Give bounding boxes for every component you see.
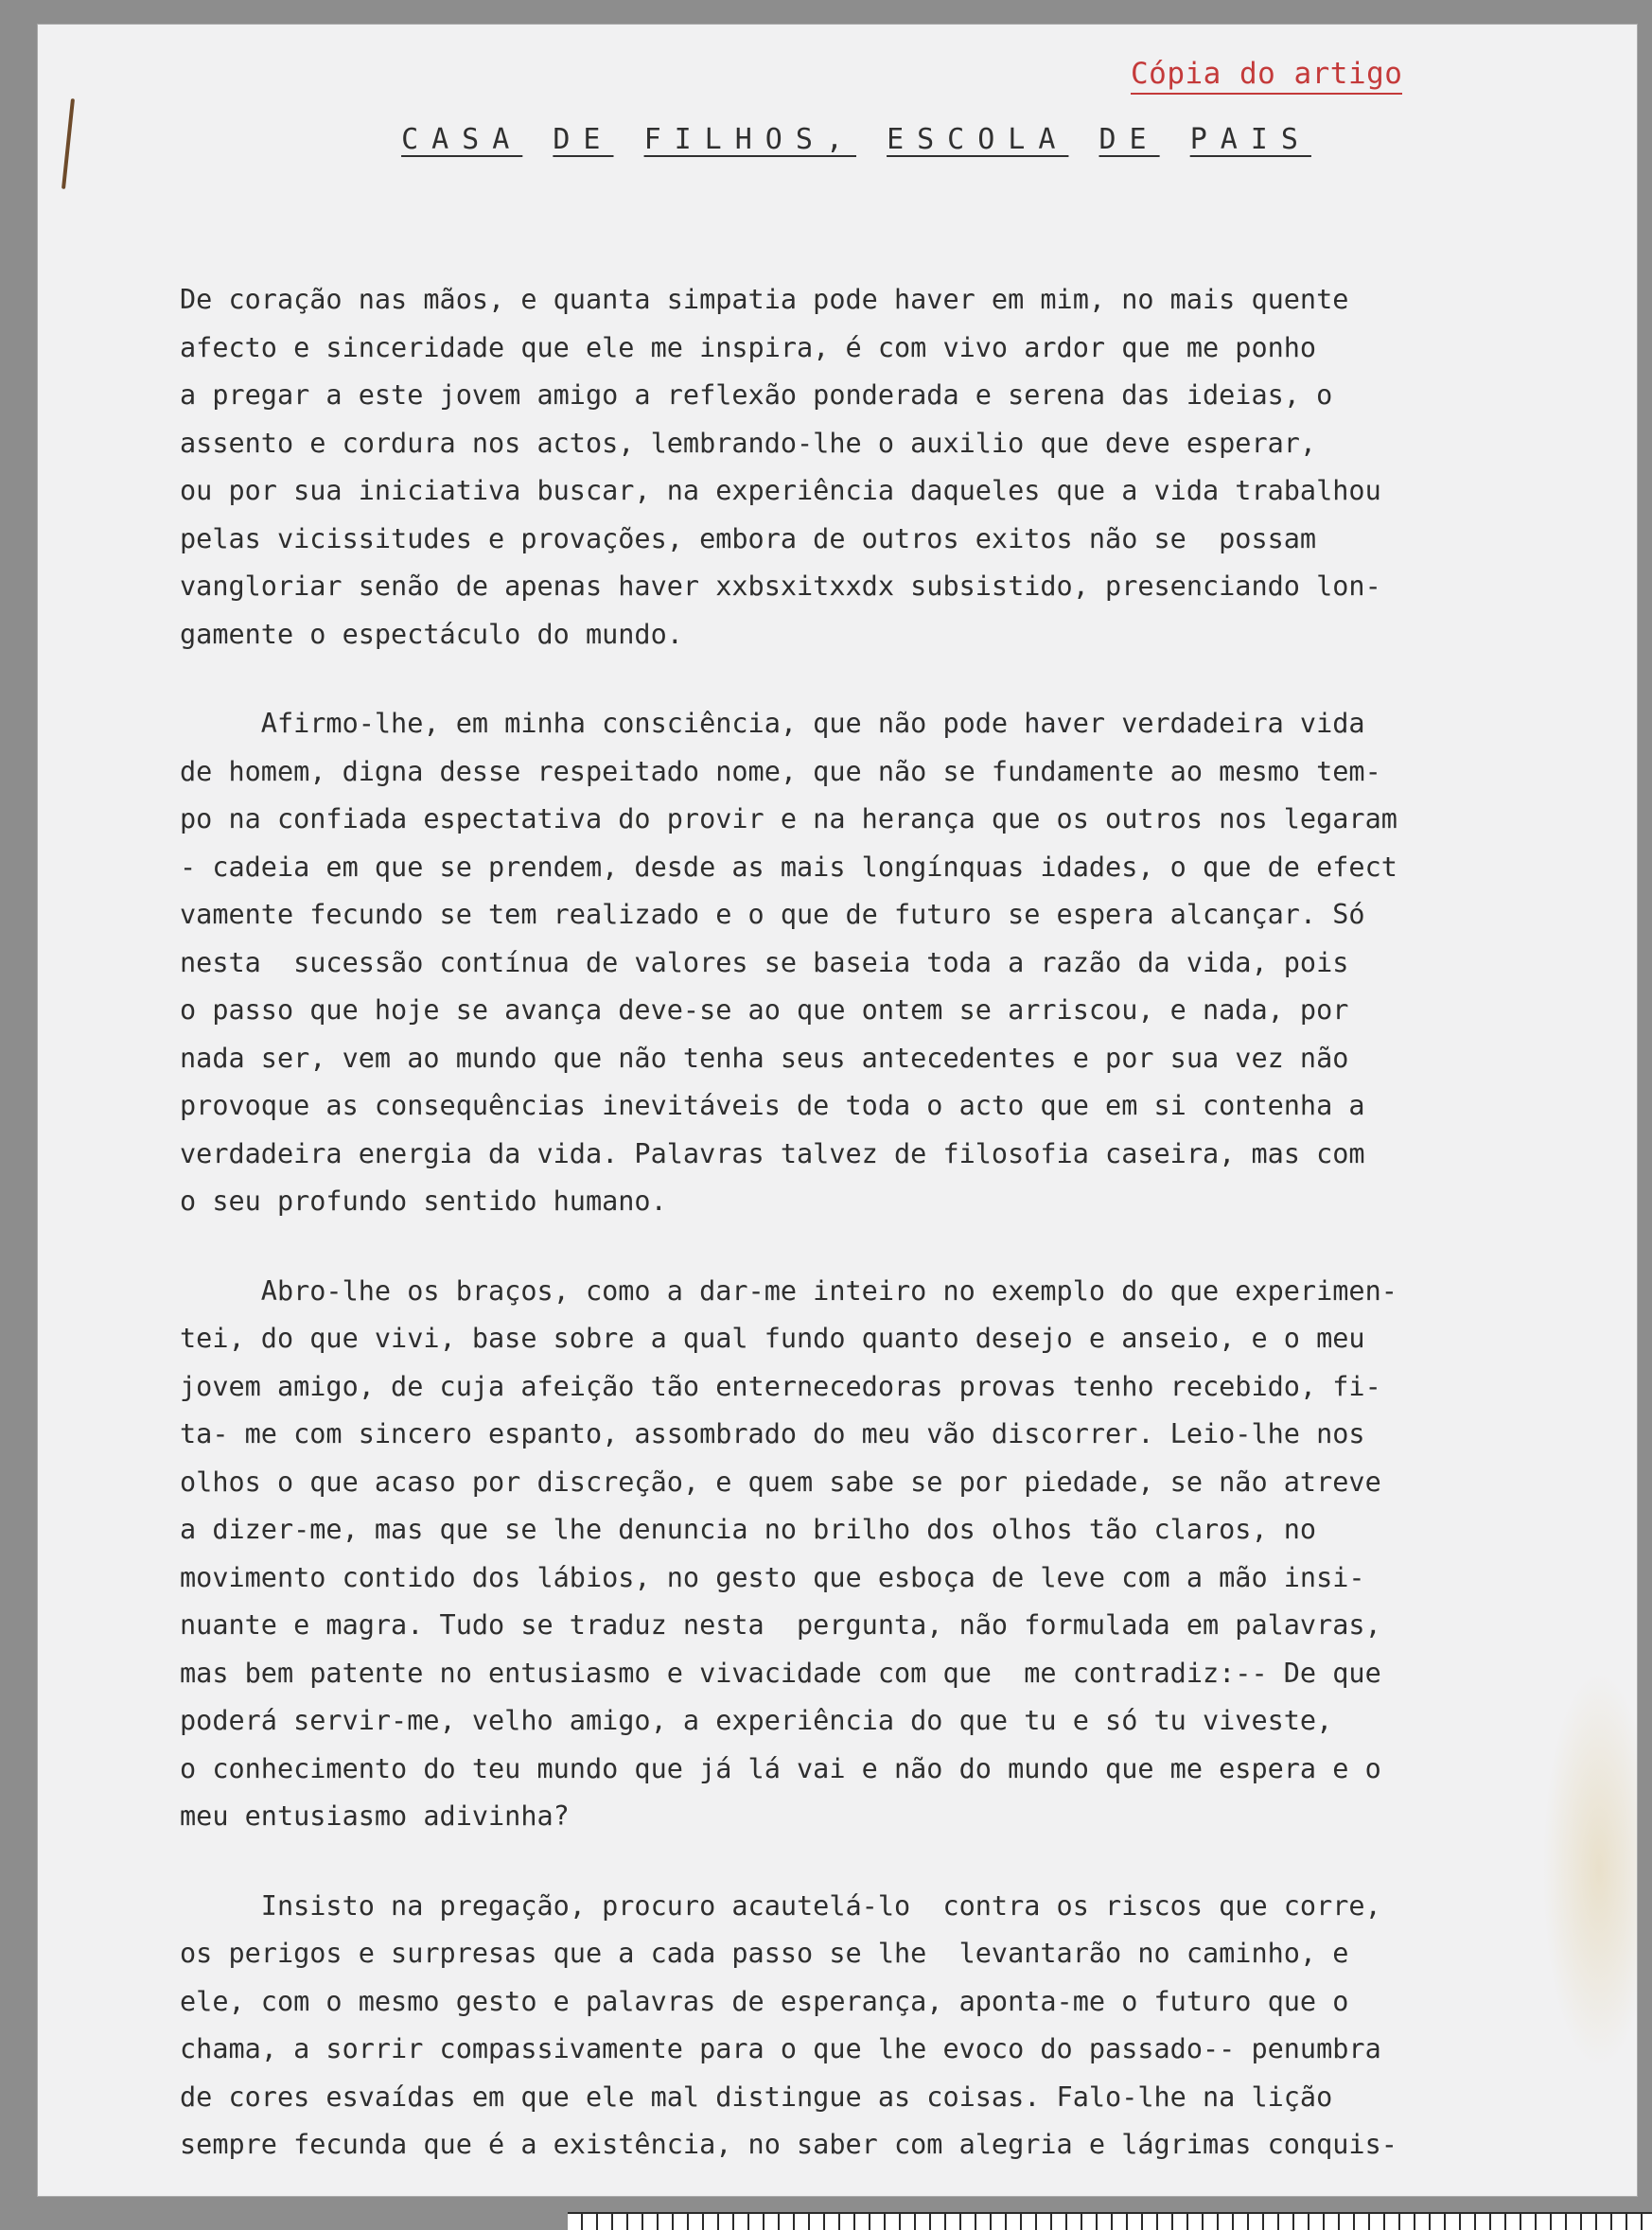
text-line: o seu profundo sentido humano. (180, 1185, 667, 1217)
text-line: pelas vicissitudes e provações, embora de outros exitos não se possam (180, 522, 1317, 554)
staple-mark (62, 98, 75, 189)
article-body (180, 276, 1637, 2196)
text-line: movimento contido dos lábios, no gesto que esboça de leve com a mão insi- (180, 1561, 1365, 1593)
text-line: Abro-lhe os braços, como a dar-me inteiro no exemplo do que experimen- (180, 1274, 1397, 1307)
text-line: a pregar a este jovem amigo a reflexão ponderada e serena das ideias, o (180, 379, 1333, 411)
text-line: afecto e sinceridade que ele me inspira, é com vivo ardor que me ponho (180, 331, 1317, 363)
text-line: verdadeira energia da vida. Palavras talvez de filosofia caseira, mas com (180, 1137, 1365, 1169)
document-page (38, 25, 1637, 2196)
paragraph-3 (180, 1268, 1637, 1841)
title-word: CASA (401, 123, 523, 156)
title-word: DE (1098, 123, 1160, 156)
scale-ruler (568, 2212, 1652, 2230)
paragraph-2 (180, 700, 1637, 1226)
text-line: de homem, digna desse respeitado nome, que não se fundamente ao mesmo tem- (180, 755, 1381, 787)
text-line: De coração nas mãos, e quanta simpatia pode haver em mim, no mais quente (180, 284, 1349, 315)
text-line: poderá servir-me, velho amigo, a experiência do que tu e só tu viveste, (180, 1705, 1333, 1736)
title-word: FILHOS, (643, 123, 856, 156)
text-line: provoque as consequências inevitáveis de toda o acto que em si contenha a (180, 1090, 1365, 1121)
text-line: assento e cordura nos actos, lembrando-lhe o auxilio que deve esperar, (180, 427, 1317, 459)
text-line: Afirmo-lhe, em minha consciência, que não pode haver verdadeira vida (180, 708, 1365, 739)
text-line: jovem amigo, de cuja afeição tão enternecedoras provas tenho recebido, fi- (180, 1370, 1381, 1402)
text-line: gamente o espectáculo do mundo. (180, 618, 683, 650)
copy-annotation: Cópia do artigo (1131, 57, 1402, 95)
text-line: vangloriar senão de apenas haver xxbsxitxxdx subsistido, presenciando lon- (180, 571, 1381, 602)
text-line: mas bem patente no entusiasmo e vivacidade com que me contradiz:-- De que (180, 1657, 1381, 1689)
text-line: ta- me com sincero espanto, assombrado do meu vão discorrer. Leio-lhe nos (180, 1418, 1365, 1449)
text-line: Insisto na pregação, procuro acautelá-lo contra os riscos que corre, (180, 1889, 1381, 1922)
text-line: nesta sucessão contínua de valores se baseia toda a razão da vida, pois (180, 946, 1349, 978)
text-line: sempre fecunda que é a existência, no saber com alegria e lágrimas conquis- (180, 2129, 1397, 2160)
paragraph-4 (180, 1883, 1637, 2169)
text-line: os perigos e surpresas que a cada passo se lhe levantarão no caminho, e (180, 1938, 1349, 1969)
text-line: ele, com o mesmo gesto e palavras de esperança, aponta-me o futuro que o (180, 1985, 1349, 2017)
text-line: a dizer-me, mas que se lhe denuncia no brilho dos olhos tão claros, no (180, 1514, 1317, 1545)
text-line: po na confiada espectativa do provir e na herança que os outros nos legaram (180, 803, 1397, 834)
text-line: vamente fecundo se tem realizado e o que de futuro se espera alcançar. Só (180, 899, 1365, 930)
text-line: chama, a sorrir compassivamente para o que lhe evoco do passado-- penumbra (180, 2033, 1381, 2064)
text-line: de cores esvaídas em que ele mal distingue as coisas. Falo-lhe na lição (180, 2081, 1333, 2113)
title-word: PAIS (1189, 123, 1311, 156)
text-line: meu entusiasmo adivinha? (180, 1800, 570, 1832)
paragraph-1 (180, 276, 1637, 658)
title-word: DE (553, 123, 614, 156)
text-line: olhos o que acaso por discreção, e quem sabe se por piedade, se não atreve (180, 1466, 1381, 1498)
text-line: - cadeia em que se prendem, desde as mais longínquas idades, o que de efect (180, 851, 1397, 883)
text-line: o conhecimento do teu mundo que já lá vai e não do mundo que me espera e o (180, 1752, 1381, 1784)
text-line: tei, do que vivi, base sobre a qual fundo quanto desejo e anseio, e o meu (180, 1323, 1365, 1354)
text-line: o passo que hoje se avança deve-se ao que ontem se arriscou, e nada, por (180, 994, 1349, 1026)
document-title (76, 123, 1637, 157)
title-word: ESCOLA (887, 123, 1069, 156)
text-line: nuante e magra. Tudo se traduz nesta pergunta, não formulada em palavras, (180, 1609, 1381, 1641)
text-line: ou por sua iniciativa buscar, na experiência daqueles que a vida trabalhou (180, 475, 1381, 506)
text-line: nada ser, vem ao mundo que não tenha seus antecedentes e por sua vez não (180, 1042, 1349, 1074)
